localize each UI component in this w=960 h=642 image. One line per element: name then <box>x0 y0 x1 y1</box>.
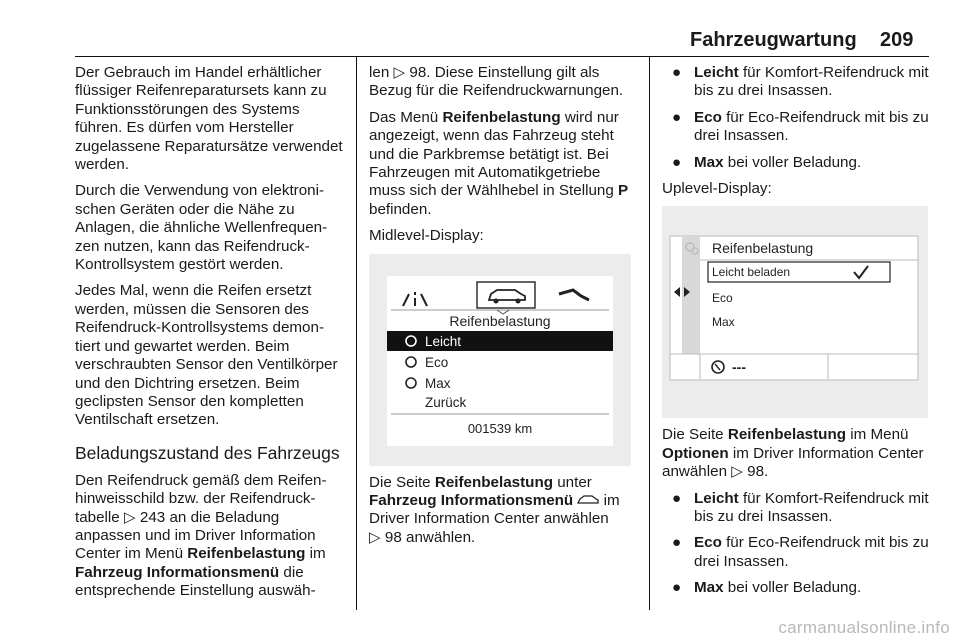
menu-name: Reifenbelastung <box>434 473 554 491</box>
paragraph <box>369 474 637 548</box>
text-run: für Eco-Reifendruck mit bis zu drei Insassen. <box>694 108 929 145</box>
highlight-bar <box>387 331 613 351</box>
option-zurueck: Zurück <box>425 394 467 410</box>
paragraph: Durch die Verwendung von elektronischen Geräten oder die Nähe zu Anlagen, die ähnliche Wellenfrequenzen nutzen, kann das Reifendruck-Kontrollsystem gestört werden. <box>75 182 328 274</box>
option-eco: Eco <box>712 291 733 306</box>
text-run: 98 anwählen. <box>380 528 476 546</box>
list-item <box>662 579 930 597</box>
watermark: carmanualsonline.info <box>778 618 950 637</box>
paragraph: Jedes Mal, wenn die Reifen ersetzt werden, müssen die Sensoren des Reifendruck-Kontrollsystems demontiert und gewartet werden. Beim verschraubten Sensor den Ventilkörper und den Dichtring ersetzen. Beim geclipsten Sensor den kompletten Ventilschaft ersetzen. <box>75 282 338 429</box>
midlevel-display-image <box>369 254 631 466</box>
column-divider-2 <box>649 56 650 610</box>
bullet-icon: ● <box>672 489 682 507</box>
paragraph <box>369 109 637 219</box>
header-title: Fahrzeugwartung <box>690 29 857 51</box>
list-item <box>662 490 930 527</box>
text-run: Den Reifendruck gemäß dem Reifenhinweisschild bzw. der Reifendrucktabelle <box>75 471 327 526</box>
text-run: im Menü <box>846 426 909 444</box>
column-1 <box>75 64 343 609</box>
paragraph: Der Gebrauch im Handel erhältlicher flüssiger Reifenreparatursets kann zu Funktionsstörungen des Systems führen. Es dürfen vom Hersteller zugelassene Reparatursätze verwendet werden. <box>75 64 343 174</box>
ref-arrow-icon: ▷ <box>731 463 743 481</box>
column-3 <box>662 64 930 606</box>
header-rule <box>75 56 929 57</box>
paragraph <box>75 472 343 601</box>
page-number: 209 <box>880 29 914 51</box>
caption-uplevel: Uplevel-Display: <box>662 180 772 198</box>
car-icon <box>573 492 599 509</box>
text-run: Die Seite <box>662 426 728 444</box>
option-name: Leicht <box>694 489 739 507</box>
uplevel-display-image <box>662 206 928 418</box>
column-2 <box>369 64 637 555</box>
menu-name: Reifenbelastung <box>442 108 561 126</box>
text-run: Die Seite <box>369 473 435 491</box>
option-leicht: Leicht <box>425 333 462 349</box>
text-run: für Komfort-Reifendruck mit bis zu drei Insassen. <box>694 64 929 100</box>
list-item <box>662 109 930 146</box>
text-run: unter <box>553 473 592 491</box>
menu-name: Reifenbelastung <box>727 426 847 444</box>
text-run: 98. <box>742 463 769 481</box>
menu-name: Fahrzeug Informationsmenü <box>75 563 280 581</box>
bullet-icon: ● <box>672 579 682 597</box>
option-name: Max <box>694 153 724 171</box>
text-run: 98. Diese Einstellung gilt als Bezug für die Reifendruckwarnungen. <box>369 64 624 100</box>
option-name: Eco <box>694 108 722 126</box>
display-title: Reifenbelastung <box>449 312 551 329</box>
option-eco: Eco <box>425 354 449 370</box>
option-name: Leicht <box>694 64 739 81</box>
display-screen <box>670 236 918 380</box>
gear-position: P <box>618 182 629 200</box>
text-run: für Komfort-Reifendruck mit bis zu drei Insassen. <box>694 489 929 526</box>
text-run: len <box>369 64 394 81</box>
text-run: bei voller Beladung. <box>723 579 862 597</box>
status-value: --- <box>732 359 746 376</box>
text-run: bei voller Beladung. <box>723 153 862 171</box>
list-item <box>662 64 930 101</box>
display-title: Reifenbelastung <box>712 240 814 257</box>
section-heading: Beladungszustand des Fahrzeugs <box>75 442 340 463</box>
option-name: Eco <box>694 534 722 552</box>
list-item <box>662 534 930 571</box>
option-name: Max <box>694 579 724 597</box>
option-max: Max <box>712 315 735 330</box>
uplevel-display-svg <box>662 206 928 418</box>
odometer: 001539 km <box>467 420 533 436</box>
bullet-list <box>662 64 930 172</box>
option-leicht-beladen: Leicht beladen <box>712 265 791 280</box>
menu-name: Optionen <box>662 444 729 462</box>
menu-name: Fahrzeug Informationsmenü <box>369 492 574 510</box>
bullet-icon: ● <box>672 108 682 126</box>
bullet-list <box>662 490 930 598</box>
ref-arrow-icon: ▷ <box>123 508 136 526</box>
text-run: im <box>305 545 326 563</box>
list-item <box>662 154 930 172</box>
midlevel-display-svg <box>369 254 631 466</box>
bullet-icon: ● <box>672 534 682 552</box>
menu-name: Reifenbelastung <box>187 545 306 563</box>
text-run: im Driver Information Center anwählen <box>662 444 924 481</box>
text-run: 243 an die Beladung anpassen und im Driver Information Center im Menü <box>75 508 316 563</box>
paragraph <box>662 426 930 481</box>
text-run: Das Menü <box>369 108 443 126</box>
ref-arrow-icon: ▷ <box>393 64 406 81</box>
text-run: die entsprechende Einstellung auswäh- <box>75 563 316 600</box>
text-run: für Eco-Reifendruck mit bis zu drei Insassen. <box>694 534 929 570</box>
text-run: im Driver Information Center anwählen <box>369 492 620 528</box>
text-run: wird nur angezeigt, wenn das Fahrzeug steht und die Parkbremse betätigt ist. Bei Fahrzeugen mit Automatikgetriebe muss sich der Wählhebel in Stellung <box>369 108 619 200</box>
caption-midlevel: Midlevel-Display: <box>369 227 484 245</box>
bullet-icon: ● <box>672 153 682 171</box>
ref-arrow-icon: ▷ <box>369 528 381 546</box>
text-run: befinden. <box>369 200 432 218</box>
paragraph <box>369 64 637 101</box>
column-divider-1 <box>356 56 357 610</box>
bullet-icon: ● <box>672 64 682 81</box>
option-max: Max <box>425 375 451 391</box>
